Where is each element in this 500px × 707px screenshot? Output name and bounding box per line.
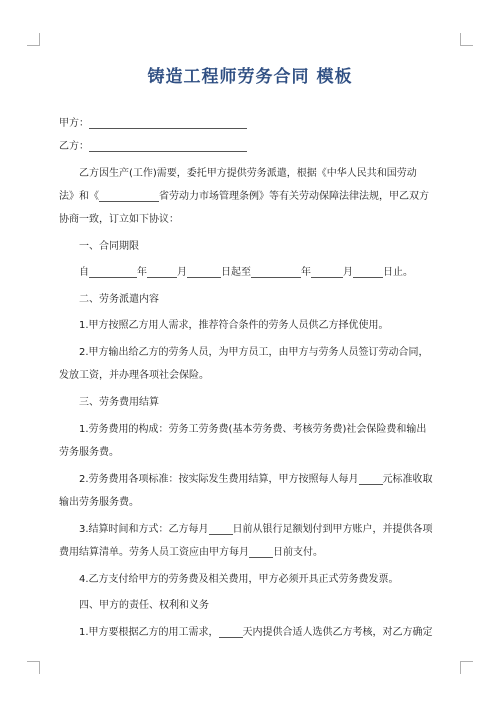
party-b-label: 乙方： [59,141,89,152]
party-b-line [59,135,443,159]
section-3-item-1-line-2: 劳务服务费。 [59,447,119,458]
intro-line-2: 法》和《 省劳动力市场管理条例》等有关劳动保障法律法规，甲乙双方 [59,191,429,202]
crop-mark-top-right [460,33,473,46]
settlement-day-blank[interactable] [209,522,233,535]
section-3-item-4: 4.乙方支付给甲方的劳务费及相关费用，甲方必须开具正式劳务费发票。 [79,574,399,585]
party-a-label: 甲方： [59,118,89,129]
wage-day-blank[interactable] [249,545,273,558]
days-blank[interactable] [219,625,243,638]
section-3-item-2-line-1: 2.劳务费用各项标准：按实际发生费用结算，甲方按照每人每月 元标准收取 [79,474,433,485]
crop-mark-bottom-left [27,661,40,674]
section-4-heading: 四、甲方的责任、权利和义务 [79,600,209,611]
start-day-blank[interactable] [187,265,221,278]
section-4-item-1-line-1: 1.甲方要根据乙方的用工需求， 天内提供合适人选供乙方考核，对乙方确定 [79,627,433,638]
section-2-item-2-line-1: 2.甲方输出给乙方的劳务人员，为甲方员工，由甲方与劳务人员签订劳动合同， [79,347,429,358]
section-3-item-2-line-2: 输出劳务服务费。 [59,497,139,508]
end-year-blank[interactable] [251,265,301,278]
province-blank[interactable] [99,189,159,202]
party-a-line [59,112,443,136]
intro-line-3: 协商一致，订立如下协议： [59,214,179,225]
crop-mark-top-left [27,33,40,46]
section-2-heading: 二、劳务派遣内容 [79,294,159,305]
party-a-blank[interactable] [89,116,247,129]
section-3-heading: 三、劳务费用结算 [79,397,159,408]
section-3-item-3-line-1: 3.结算时间和方式：乙方每月 日前从银行足额划付到甲方账户，并提供各项 [79,524,433,535]
party-b-blank[interactable] [89,139,247,152]
section-3-item-3-line-2: 费用结算清单。劳务人员工资应由甲方每月 日前支付。 [59,547,323,558]
section-2-item-1: 1.甲方按照乙方用人需求，推荐符合条件的劳务人员供乙方择优使用。 [79,320,389,331]
end-month-blank[interactable] [311,265,343,278]
section-1-heading: 一、合同期限 [79,241,139,252]
end-day-blank[interactable] [353,265,383,278]
service-fee-blank[interactable] [359,472,383,485]
document-title: 铸造工程师劳务合同 模板 [147,67,353,87]
section-3-item-1-line-1: 1.劳务费用的构成：劳务工劳务费(基本劳务费、考核劳务费)社会保险费和输出 [79,424,427,435]
start-year-blank[interactable] [89,265,137,278]
intro-line-1: 乙方因生产(工作)需要，委托甲方提供劳务派遣，根据《中华人民共和国劳动 [79,168,417,179]
start-month-blank[interactable] [147,265,177,278]
section-2-item-2-line-2: 发放工资，并办理各项社会保险。 [59,370,209,381]
crop-mark-bottom-right [460,661,473,674]
term-line: 自 年 月 日起至 年 月 日止。 [79,267,413,278]
